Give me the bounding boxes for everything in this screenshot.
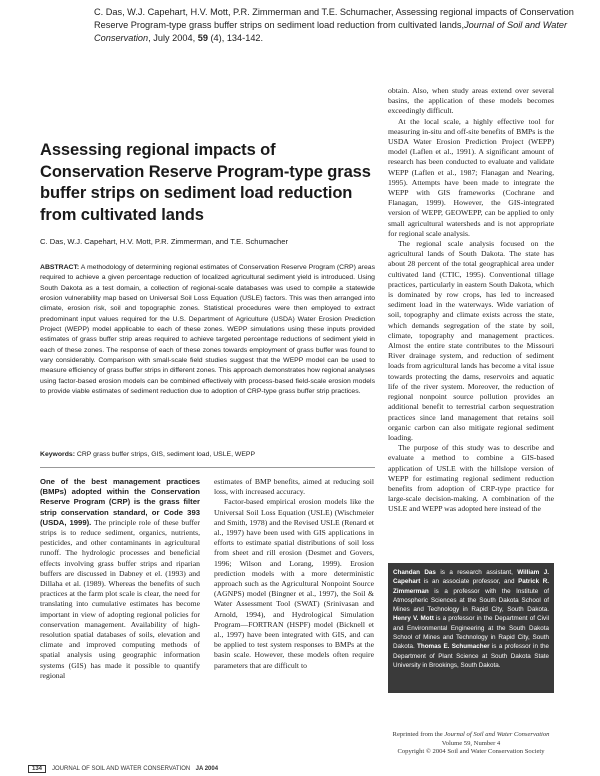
citation-journal: Journal of Soil and Water Conservation xyxy=(94,20,568,43)
citation-date: , July 2004, xyxy=(148,33,196,43)
abstract xyxy=(40,263,375,397)
body-column-1 xyxy=(40,477,200,681)
citation-issue-pages: (4), 134-142. xyxy=(207,33,264,43)
reprint-line-1: Reprinted from the xyxy=(392,731,445,738)
citation-volume: 59 xyxy=(197,33,208,43)
bio-name: Thomas E. Schumacher xyxy=(417,643,490,651)
article-authors: C. Das, W.J. Capehart, H.V. Mott, P.R. Zimmerman, and T.E. Schumacher xyxy=(40,237,289,246)
bio-name: Chandan Das xyxy=(393,569,436,576)
abstract-text: A methodology of determining regional estimates of Conservation Reserve Program (CRP) areas required to achieve a given percentage reduction of localized agricultural sediment yield is introduced. Using South Dakota as a test domain, a collection of regional-scale databases was used to compile a statewide erosion vulnerability map based on Universal Soil Loss Equation (USLE) factors. This was then arranged into climate, erosion risk, soil and topographic zones. Statistical procedures were then employed to extract predominant input values required for the U.S. Department of Agriculture (USDA) Water Erosion Prediction Project (WEPP) model applicable to each of these zones. WEPP simulations using these inputs provided estimates of grass buffer strip areas required to achieve targeted percentage reductions of sediment yield in each of these zones. The response of each of these zones towards employment of grass buffer was found to vary considerably. Comparison with small-scale field studies suggest that the WEPP model can be used to measure efficiency of grass buffer strips in different zones. This approach demonstrates how regional analyses using factor-based erosion models can be combined effectively with process-based field-scale erosion models to provide viable estimates of sediment reduction due to adoption of CRP-type grass buffer strip practices. xyxy=(40,264,375,396)
reprint-journal: Journal of Soil and Water Conservation xyxy=(444,731,550,738)
footer-journal: JOURNAL OF SOIL AND WATER CONSERVATION xyxy=(52,766,191,772)
bio-text: is a professor in the Department of Civil and Environmental Engineering at the South Dakota School of Mines and Technology in Rapid City, South Dakota. xyxy=(393,615,549,651)
col3-paragraph-2: At the local scale, a highly effective tool for measuring in-situ and off-site benefits of BMPs is the USDA Water Erosion Prediction Project (WEPP) model (Laflen et al., 1991). A significant amount of research has been conducted to evaluate and validate WEPP (Laflen et al., 1987; Flanagan and Nearing, 1995). Attempts have been made to integrate the WEPP with GIS frameworks (Cochrane and Flanagan, 1999). However, the GIS-integrated version of WEPP, GEOWEPP, can be applied to only small agricultural watersheds and is not appropriate for regional scale analysis. xyxy=(388,116,554,238)
col3-paragraph-4: The purpose of this study was to describe and evaluate a method to combine a GIS-based application of USLE with the hillslope version of WEPP for estimating regional sediment reduction benefits from adoption of CRP-type practice for large-scale decision-making. A combination of the USLE and WEPP was adopted here instead of the xyxy=(388,443,554,514)
section-divider xyxy=(40,467,375,468)
body-column-2 xyxy=(214,477,374,671)
reprint-line-2: Volume 59, Number 4 xyxy=(441,739,501,747)
bio-name: Patrick R. Zimmerman xyxy=(393,578,549,595)
keywords-label: Keywords: xyxy=(40,451,75,458)
reprint-notice xyxy=(388,731,554,757)
col3-paragraph-3: The regional scale analysis focused on the agricultural lands of South Dakota. The state has about 28 percent of the total geographical area under cultivated land (CTIC, 1995). Conventional tillage practices, particularly in eastern South Dakota, which is dominated by row crops, has led to increased sediment load in the waterways. Wide variation of soil, topography and climate exists across the state, which demands segregation of the state by soil, climate, topography and management practices. Almost the entire state contributes to the Missouri River drainage system, and reduction of sediment loads from agricultural lands has become a vital issue towards protecting the dams, reservoirs and aquatic life of the river system. Moreover, the reduction of regional nonpoint source pollution provides an additional benefit to terrestrial carbon sequestration practices since land management that retains soil organic carbon can also mitigate regional sediment loading. xyxy=(388,239,554,442)
bio-name: Henry V. Mott xyxy=(393,615,434,623)
citation-header xyxy=(94,6,584,45)
citation-title: Assessing regional impacts of Conservation Reserve Program-type grass buffer strips on sediment load reduction from cultivated lands, xyxy=(94,7,574,30)
bio-text: is a professor with the Institute of Atmospheric Sciences at the South Dakota School of Mines and Technology in Rapid City, South Dakota. xyxy=(393,587,549,614)
col2-paragraph-2: Factor-based empirical erosion models like the Universal Soil Loss Equation (USLE) (Wischmeier and Smith, 1978) and the Revised USLE (Renard et al., 1997) have been used with GIS applications in efforts to estimate spatial distributions of soil loss from sheet and rill erosion (Desmet and Govers, 1996; Wilson and Lorang, 1999). Erosion prediction models with a more deterministic approach such as the Agricultural Nonpoint Source (AGNPS) model (Bingner et al., 1997), the Soil & Water Assessment Tool (SWAT) (Srinivasan and Arnold, 1994), and Hydrological Simulation Program—FORTRAN (HSPF) model (Bicknell et al., 1997) have been integrated with GIS, and can be applied to test system responses to BMPs at the basin scale. However, these models often require parameters that are difficult to xyxy=(214,497,374,670)
reprint-line-3: Copyright © 2004 Soil and Water Conservation Society xyxy=(397,748,545,756)
bio-name: William J. Capehart xyxy=(393,569,549,586)
bio-text: is an associate professor, and xyxy=(420,578,519,586)
bio-text: is a research assistant, xyxy=(435,569,518,576)
page-footer xyxy=(28,765,588,773)
keywords xyxy=(40,451,375,458)
bio-text: is a professor in the Department of Plant Science at South Dakota State University in Brookings, South Dakota. xyxy=(393,643,550,669)
abstract-label: ABSTRACT: xyxy=(40,264,80,271)
citation-authors: C. Das, W.J. Capehart, H.V. Mott, P.R. Zimmerman and T.E. Schumacher, xyxy=(94,7,394,17)
col1-text: The principle role of these buffer strips is to reduce sediment, organics, nutrients, pesticides, and other contaminants in agricultural runoff. The hydrologic processes and beneficial effects involving grass buffer strips and riparian buffers are discussed in Dabney et el. (1993) and Dillaha et al. (1989). Whereas the benefits of such practices at the farm plot scale is clear, the need for translating into cumulative estimates has become important in view of adopting regional policies for conservation management. Availability of high-resolution spatial databases of soils, elevation and climate and improved computing methods of spatial analysis using geographic information systems (GIS) has made it possible to quantify regional xyxy=(40,517,200,680)
footer-issue: JA 2004 xyxy=(195,766,219,772)
keywords-text: CRP grass buffer strips, GIS, sediment load, USLE, WEPP xyxy=(76,451,256,458)
body-column-3 xyxy=(388,86,554,515)
page-number: 134 xyxy=(28,765,46,773)
col2-paragraph-1: estimates of BMP benefits, aimed at reducing soil loss, with increased accuracy. xyxy=(214,477,374,497)
lead-paragraph-bold: One of the best management practices (BMPs) adopted within the Conservation Reserve Program (CRP) is the grass filter strip conservation standard, or Code 393 (USDA, 1999). xyxy=(40,477,200,527)
author-bio-box xyxy=(388,563,554,693)
col3-paragraph-1: obtain. Also, when study areas extend over several basins, the application of these models becomes exceedingly difficult. xyxy=(388,86,554,116)
article-title: Assessing regional impacts of Conservation Reserve Program-type grass buffer strips on sediment load reduction from cultivated lands xyxy=(40,141,371,224)
